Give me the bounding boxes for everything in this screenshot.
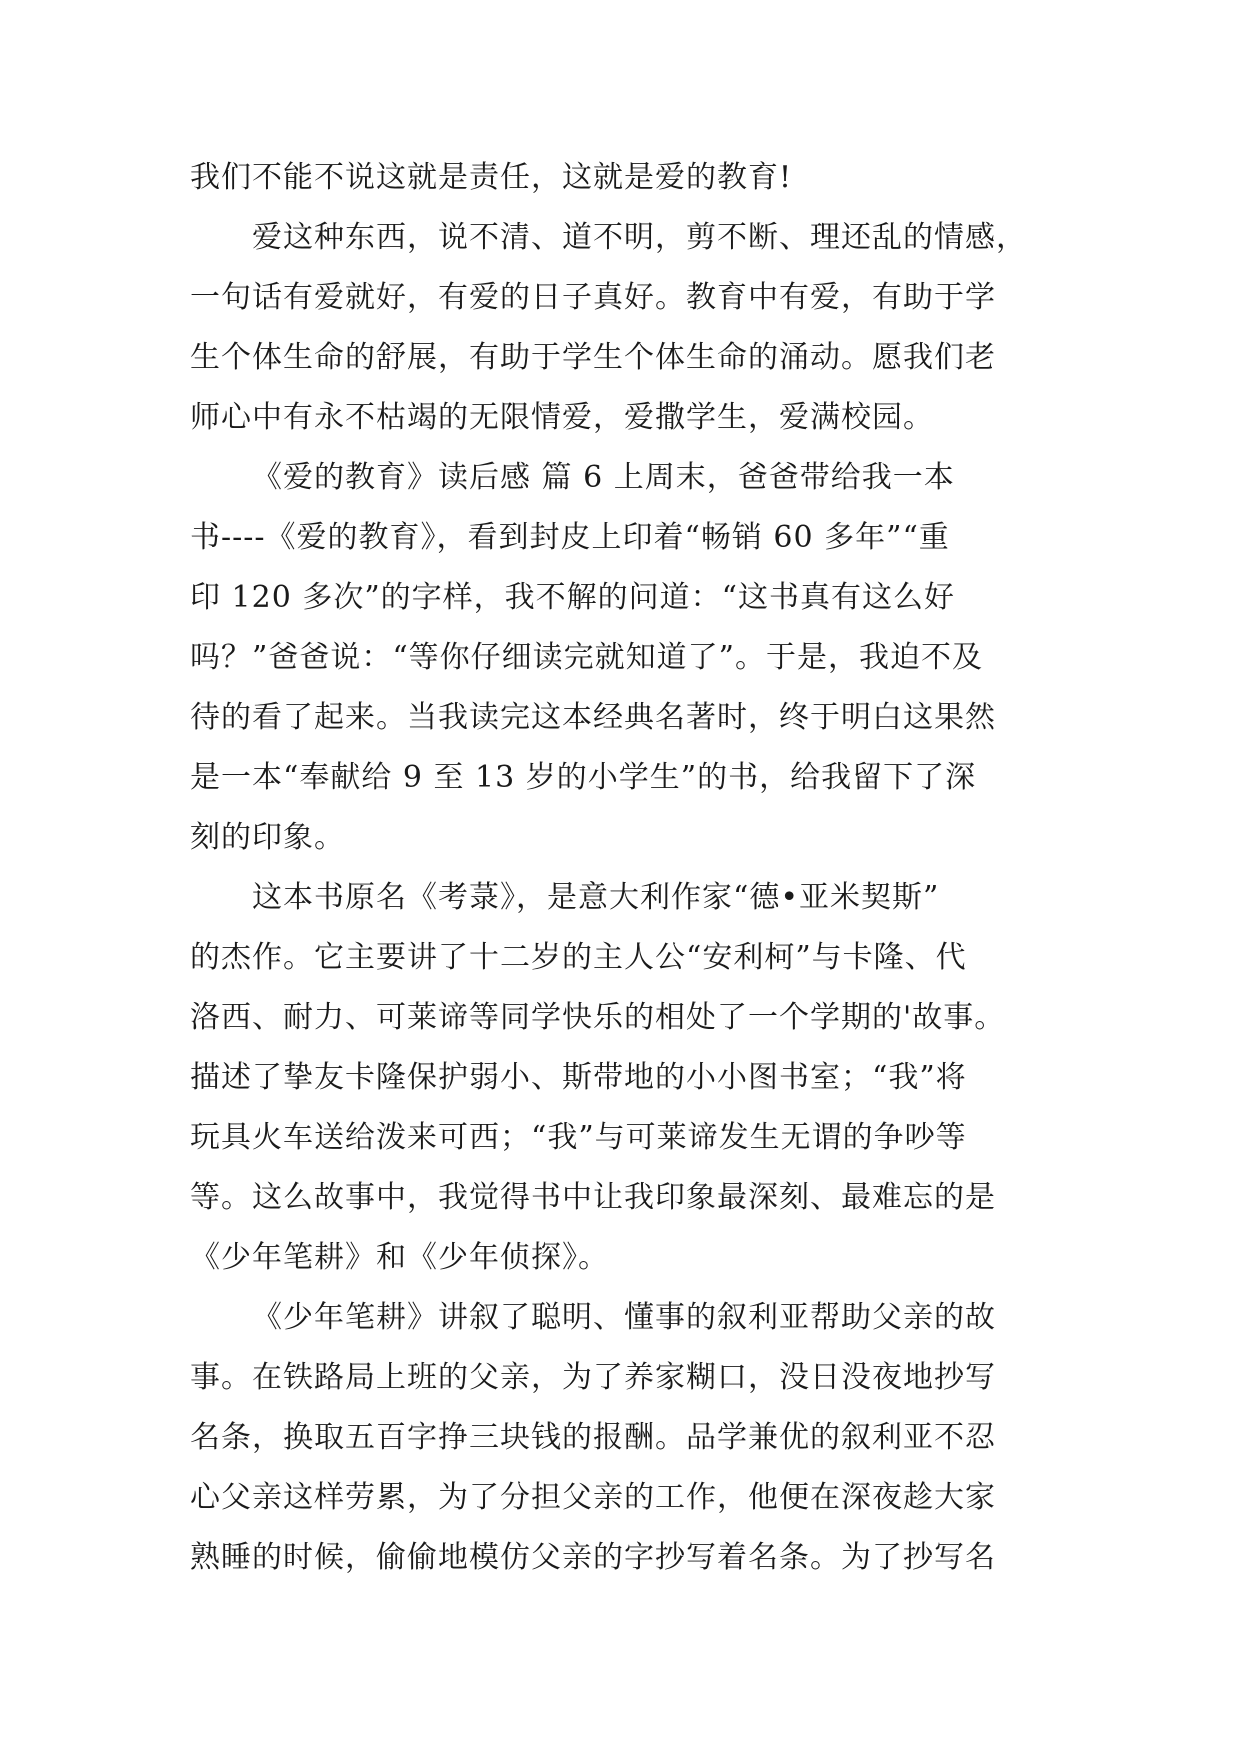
text-line: 玩具火车送给泼来可西；“我”与可莱谛发生无谓的争吵等: [190, 1120, 967, 1155]
text-line: 等。这么故事中，我觉得书中让我印象最深刻、最难忘的是: [190, 1180, 996, 1215]
text-line: 印 120 多次”的字样，我不解的问道：“这书真有这么好: [190, 580, 956, 615]
document-body: [190, 148, 1070, 1588]
text-line: 待的看了起来。当我读完这本经典名著时，终于明白这果然: [190, 700, 996, 735]
text-line: 师心中有永不枯竭的无限情爱，爱撒学生，爱满校园。: [190, 400, 934, 435]
paragraph-start-line: 爱这种东西，说不清、道不明，剪不断、理还乱的情感，: [252, 220, 1027, 255]
text-line: 事。在铁路局上班的父亲，为了养家糊口，没日没夜地抄写: [190, 1360, 996, 1395]
text-line: 是一本“奉献给 9 至 13 岁的小学生”的书，给我留下了深: [190, 760, 977, 795]
paragraph-start-line: 这本书原名《考菉》，是意大利作家“德•亚米契斯”: [252, 880, 940, 915]
paragraph-start-line: 《少年笔耕》讲叙了聪明、懂事的叙利亚帮助父亲的故: [252, 1300, 996, 1335]
text-line: 《少年笔耕》和《少年侦探》。: [190, 1240, 609, 1275]
section-heading-line: 《爱的教育》读后感 篇 6 上周末，爸爸带给我一本: [252, 460, 955, 495]
text-line: 描述了挚友卡隆保护弱小、斯带地的小小图书室；“我”将: [190, 1060, 967, 1095]
text-line: 书----《爱的教育》，看到封皮上印着“畅销 60 多年”“重: [190, 520, 950, 555]
text-line: 名条，换取五百字挣三块钱的报酬。品学兼优的叙利亚不忍: [190, 1420, 996, 1455]
text-line: 一句话有爱就好，有爱的日子真好。教育中有爱，有助于学: [190, 280, 996, 315]
text-line: 熟睡的时候，偷偷地模仿父亲的字抄写着名条。为了抄写名: [190, 1540, 996, 1575]
text-line: 我们不能不说这就是责任，这就是爱的教育!: [190, 160, 793, 195]
text-line: 洛西、耐力、可莱谛等同学快乐的相处了一个学期的'故事。: [190, 1000, 1006, 1035]
text-line: 生个体生命的舒展，有助于学生个体生命的涌动。愿我们老: [190, 340, 996, 375]
text-line: 心父亲这样劳累，为了分担父亲的工作，他便在深夜趁大家: [190, 1480, 996, 1515]
text-line: 刻的印象。: [190, 820, 345, 855]
text-line: 的杰作。它主要讲了十二岁的主人公“安利柯”与卡隆、代: [190, 940, 967, 975]
text-line: 吗？”爸爸说：“等你仔细读完就知道了”。于是，我迫不及: [190, 640, 984, 675]
